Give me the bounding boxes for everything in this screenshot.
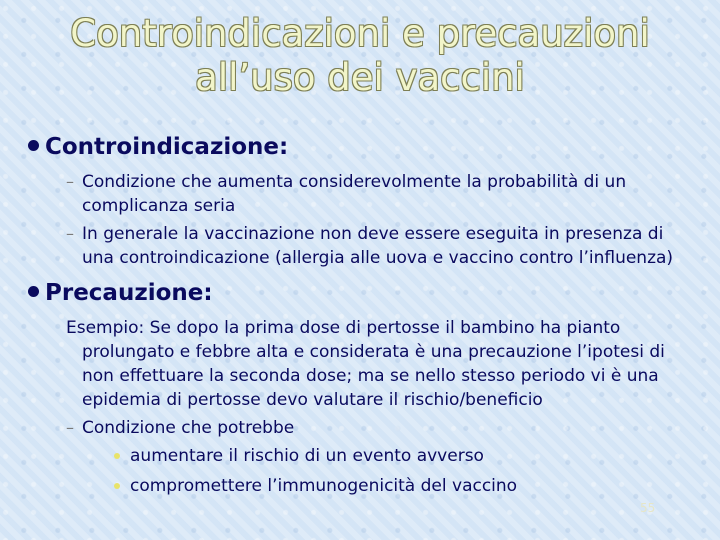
dash-icon: – xyxy=(66,418,74,437)
sub-list-item: aumentare il rischio di un evento avverso xyxy=(130,446,484,466)
slide-title xyxy=(0,12,720,100)
section-heading-precauzione xyxy=(28,280,213,306)
title-line-1: Controindicazioni e precauzioni xyxy=(70,12,650,55)
example-line: non effettuare la seconda dose; ma se nello stesso periodo vi è una xyxy=(82,366,659,386)
bullet-icon xyxy=(28,286,39,297)
list-item-line: complicanza seria xyxy=(82,196,236,216)
dash-icon: – xyxy=(66,224,74,243)
list-item-line: Condizione che aumenta considerevolmente la probabilità di un xyxy=(82,172,627,192)
list-item xyxy=(82,222,673,270)
condition-text: Condizione che potrebbe xyxy=(82,418,295,438)
example-paragraph xyxy=(66,316,665,412)
list-item xyxy=(82,170,626,218)
example-line: Esempio: Se dopo la prima dose di pertosse il bambino ha pianto xyxy=(66,318,621,338)
example-line: epidemia di pertosse devo valutare il rischio/beneficio xyxy=(82,390,543,410)
dash-icon: – xyxy=(66,172,74,191)
title-line-2: all’uso dei vaccini xyxy=(195,56,525,99)
list-item-line: una controindicazione (allergia alle uova e vaccino contro l’influenza) xyxy=(82,248,674,268)
section-heading-controindicazione xyxy=(28,134,288,160)
section-heading-label: Precauzione: xyxy=(45,280,213,306)
list-item-line: In generale la vaccinazione non deve essere eseguita in presenza di xyxy=(82,224,664,244)
bullet-icon xyxy=(114,483,120,489)
section-heading-label: Controindicazione: xyxy=(45,134,289,160)
bullet-icon xyxy=(114,453,120,459)
example-line: prolungato e febbre alta e considerata è una precauzione l’ipotesi di xyxy=(82,342,665,362)
sub-list-item: compromettere l’immunogenicità del vaccino xyxy=(130,476,518,496)
page-number: 55 xyxy=(640,501,656,515)
bullet-icon xyxy=(28,140,39,151)
